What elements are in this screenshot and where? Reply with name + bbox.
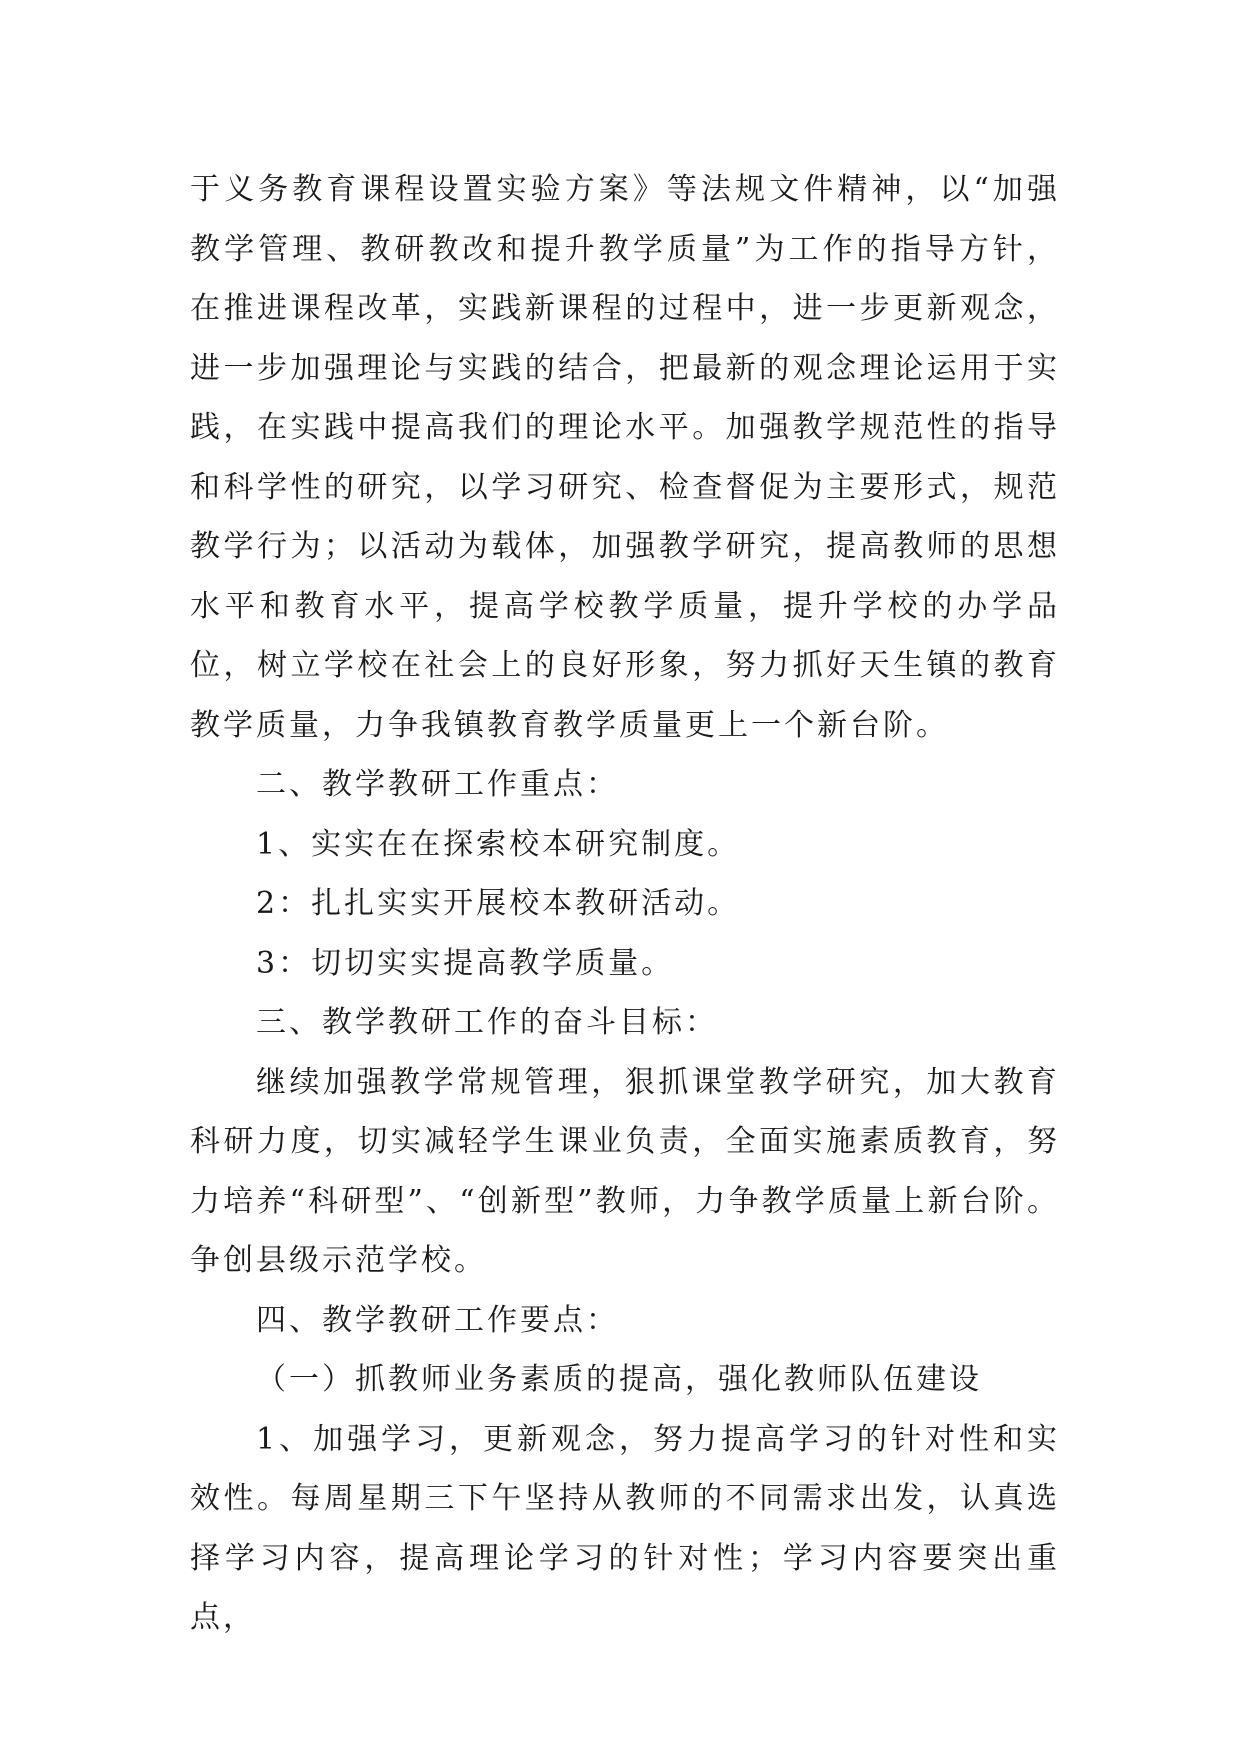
- list-item-focus-1: 1、实实在在探索校本研究制度。: [256, 826, 741, 862]
- heading-goals: 三、教学教研工作的奋斗目标：: [256, 1005, 718, 1040]
- heading-teaching-research-focus: 二、教学教研工作重点：: [256, 767, 619, 802]
- subheading-teacher-quality: （一）抓教师业务素质的提高，强化教师队伍建设: [256, 1362, 982, 1397]
- list-item-focus-3: 3：切切实实提高教学质量。: [256, 945, 675, 981]
- paragraph-goals: 继续加强教学常规管理，狠抓课堂教学研究，加大教育科研力度，切实减轻学生课业负责，全面实施素质教育，努力培养“科研型”、“创新型”教师，力争教学质量上新台阶。争创县级示范学校。: [190, 1064, 1060, 1278]
- list-item-focus-2: 2：扎扎实实开展校本教研活动。: [256, 886, 741, 921]
- paragraph-policy-guidelines: 于义务教育课程设置实验方案》等法规文件精神，以“加强教学管理、教研教改和提升教学质量”为工作的指导方针，在推进课程改革，实践新课程的过程中，进一步更新观念，进一步加强理论与实践的结合，把最新的观念理论运用于实践，在实践中提高我们的理论水平。加强教学规范性的指导和科学性的研究，以学习研究、检查督促为主要形式，规范教学行为；以活动为载体，加强教学研究，提高教师的思想水平和教育水平，提高学校教学质量，提升学校的办学品位，树立学校在社会上的良好形象，努力抓好天生镇的教育教学质量，力争我镇教育教学质量更上一个新台阶。: [190, 172, 1060, 743]
- heading-key-points: 四、教学教研工作要点：: [256, 1302, 619, 1338]
- paragraph-learning: 1、加强学习，更新观念，努力提高学习的针对性和实效性。每周星期三下午坚持从教师的不同需求出发，认真选择学习内容，提高理论学习的针对性；学习内容要突出重点，: [190, 1421, 1060, 1635]
- document-body: [190, 160, 1060, 1648]
